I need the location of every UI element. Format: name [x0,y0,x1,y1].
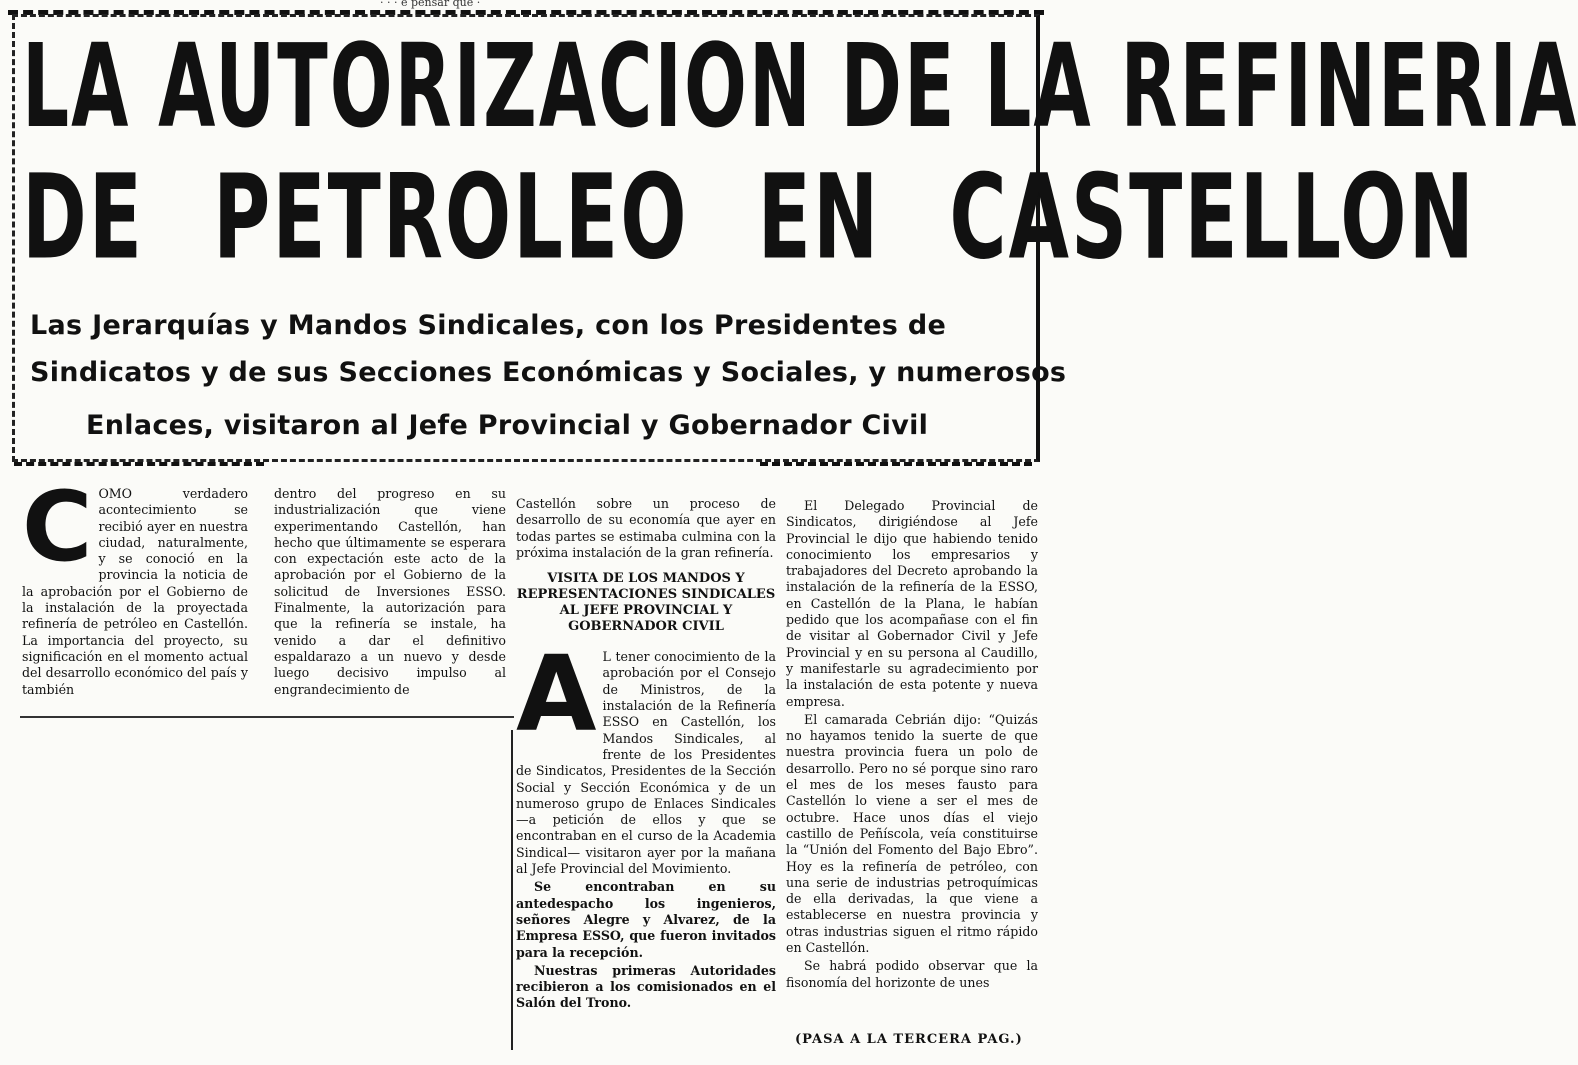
column-4-para-2: El camarada Cebrián dijo: “Quizás no hayamos tenido la suerte de que nuestra provincia fuera un polo de desarrollo. Pero no sé porque sino raro el mes de los meses fausto para Castellón lo viene a ser el mes de octubre. Hace unos días el viejo castillo de Peñíscola, veía constituirse la “Unión del Fomento del Bajo Ebro”. Hoy es la refinería de petróleo, con una serie de industrias petroquímicas de ella derivadas, la que viene a establecerse en nuestra provincia y otras industrias siguen el ritmo rápido en Castellón. [786,711,1038,956]
headline-line-2: DE PETROLEO EN CASTELLON [22,151,1476,286]
dropcap-a: A [516,633,597,756]
column-2-text: dentro del progreso en su industrialización que viene experimentando Castellón, han hecho que últimamente se esperara con expectación este acto de la aprobación por el Gobierno de la solicitud de Inversiones ESSO. Finalmente, la autorización para que la refinería se instale, ha venido a dar el definitivo espaldarazo a un nuevo y desde luego decisivo impulso al engrandecimiento de [274,486,506,697]
subheadline-line-3: Enlaces, visitaron al Jefe Provincial y Gobernador Civil [86,410,929,441]
subheadline-line-1: Las Jerarquías y Mandos Sindicales, con los Presidentes de [30,310,947,341]
headline-line-1: LA AUTORIZACION DE LA REFINERIA [22,20,1578,155]
section-heading: VISITA DE LOS MANDOS Y REPRESENTACIONES SINDICALES AL JEFE PROVINCIAL Y GOBERNADOR CIVIL [516,571,776,635]
continued-on-page-note[interactable]: (PASA A LA TERCERA PAG.) [795,1032,1023,1047]
article-column-2 [274,486,506,698]
column-4-para-3: Se habrá podido observar que la fisonomía del horizonte de unes [786,958,1038,990]
column-3-para-1: L tener conocimiento de la aprobación por el Consejo de Ministros, de la instalación de la Refinería ESSO en Castellón, los Mandos Sindicales, al frente de los Presidentes de Sindicatos, Presidentes de la Sección Social y Sección Económica y de un numeroso grupo de Enlaces Sindicales —a petición de ellos y que se encontraban en el curso de la Academia Sindical— visitaron ayer por la mañana al Jefe Provincial del Movimiento. [516,649,776,877]
column-3-intro: Castellón sobre un proceso de desarrollo de su economía que ayer en todas partes se estimaba culmina con la próxima instalación de la gran refinería. [516,496,776,560]
column-divider [511,730,513,1050]
column-1-text: OMO verdadero acontecimiento se recibió ayer en nuestra ciudad, naturalmente, y se conoció en la provincia la noticia de la aprobación por el Gobierno de la instalación de la proyectada refinería de petróleo en Castellón. La importancia del proyecto, su significación en el momento actual del desarrollo económico del país y también [22,486,248,697]
article-column-4 [786,496,1038,991]
top-fragment: · · · e pensar que · [380,0,481,9]
column-3-para-2: Se encontraban en su antedespacho los ingenieros, señores Alegre y Alvarez, de la Empresa ESSO, que fueron invitados para la recepción. [516,879,776,960]
dropcap-c: C [22,471,93,583]
column-bottom-rule [20,716,514,718]
subheadline-line-2: Sindicatos y de sus Secciones Económicas y Sociales, y numerosos [30,357,1067,388]
section-rule-right [760,462,1032,474]
column-3-para-3: Nuestras primeras Autoridades recibieron a los comisionados en el Salón del Trono. [516,962,776,1011]
article-column-3 [516,496,776,1012]
article-column-1 [22,471,248,698]
column-4-para-1: El Delegado Provincial de Sindicatos, dirigiéndose al Jefe Provincial le dijo que habiendo tenido conocimiento los empresarios y trabajadores del Decreto aprobando la instalación de la refinería de la ESSO, en Castellón de la Plana, le habían pedido que los acompañase con el fin de visitar al Gobernador Civil y Jefe Provincial y en su persona al Caudillo, y manifestarle su agradecimiento por la instalación de esta potente y nueva empresa. [786,498,1038,709]
